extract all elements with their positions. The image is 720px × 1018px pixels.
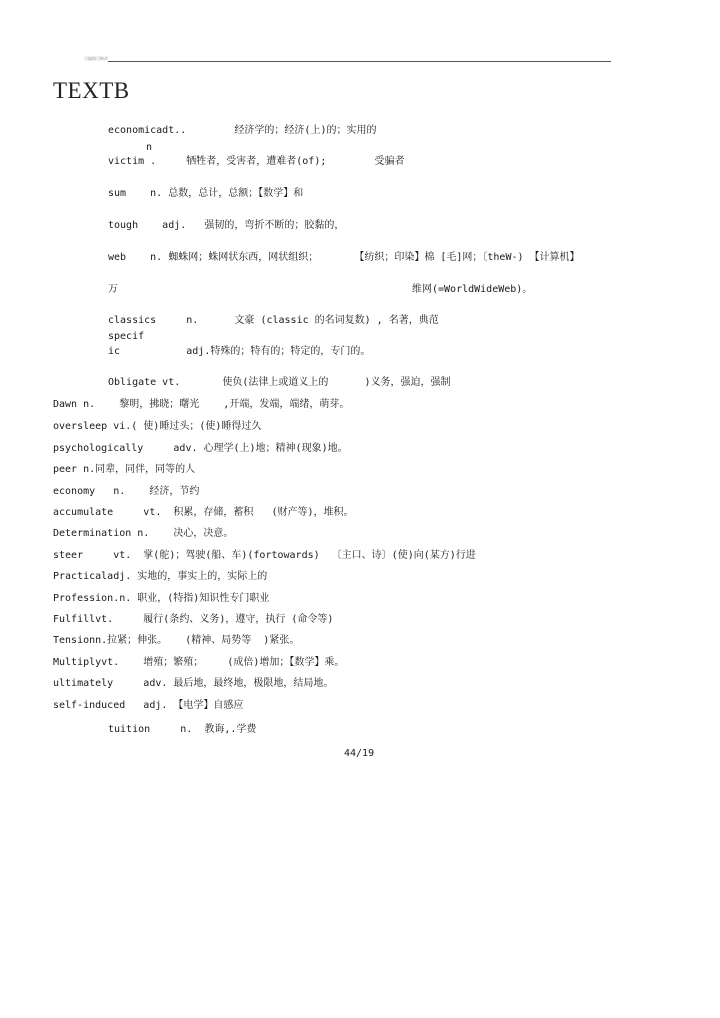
entry-profession: Profession.n. 职业，(特指)知识性专门职业	[53, 593, 270, 604]
entry-economic: economicadt.. 经济学的；经济(上)的；实用的	[108, 125, 377, 136]
entry-tuition: tuition n. 教诲,.学费	[108, 724, 257, 735]
entry-practical: Practicaladj. 实地的，事实上的，实际上的	[53, 571, 268, 582]
entry-peer: peer n.同辈，同伴，同等的人	[53, 464, 196, 475]
entry-dawn: Dawn n. 黎明，拂晓；曙光 ,开端，发端，端绪，萌芽。	[53, 399, 350, 410]
entry-classics: classics n. 文豪 (classic 的名词复数) , 名著，典范	[108, 315, 439, 326]
entry-economic-cont: n	[146, 142, 153, 153]
entry-economy: economy n. 经济，节约	[53, 486, 200, 497]
entry-ultimately: ultimately adv. 最后地，最终地，极限地，结局地。	[53, 678, 334, 689]
entry-tension: Tensionn.拉紧；伸张。 (精神、局势等 )紧张。	[53, 635, 300, 646]
entry-accumulate: accumulate vt. 积累，存储，蓄积 (财产等)，堆积。	[53, 507, 354, 518]
entry-determination: Determination n. 决心，决意。	[53, 528, 234, 539]
entry-steer: steer vt. 掌(舵)；驾驶(船、车)(fortowards) 〔主口、诗〕(使)向(某方)行进	[53, 550, 476, 561]
entry-self-induced: self-induced adj. 【电学】自感应	[53, 700, 244, 711]
entry-multiply: Multiplyvt. 增殖；繁殖； (成倍)增加；【数学】乘。	[53, 657, 345, 668]
entry-specific-a: specif	[108, 331, 145, 342]
entry-fulfill: Fulfillvt. 履行(条约、义务)，遵守，执行 (命令等)	[53, 614, 334, 625]
header-rule	[108, 61, 611, 62]
entry-web-cont-a: 万	[108, 284, 118, 295]
header-small-text: 可编辑可修改	[84, 56, 108, 61]
document-title: TEXTB	[53, 78, 130, 103]
entry-psychologically: psychologically adv. 心理学(上)地；精神(现象)地。	[53, 443, 348, 454]
page-number: 44/19	[344, 748, 375, 759]
entry-web-cont-b: 维网(=WorldWideWeb)。	[412, 284, 533, 295]
entry-tough: tough adj. 强韧的，弯折不断的；胶黏的，	[108, 220, 345, 231]
entry-web: web n. 蜘蛛网；蛛网状东西，网状组织； 【纺织；印染】棉 [毛]网；〔theW-) 【计算机】	[108, 252, 580, 263]
entry-specific-b: ic adj.特殊的；特有的；特定的，专门的。	[108, 346, 371, 357]
entry-victim: victim . 牺牲者，受害者，遭难者(of); 受骗者	[108, 156, 405, 167]
entry-sum: sum n. 总数，总计，总额；【数学】和	[108, 188, 304, 199]
entry-obligate: Obligate vt. 使负(法律上或道义上的 )义务，强迫，强制	[108, 377, 451, 388]
entry-oversleep: oversleep vi.( 使)睡过头；(使)睡得过久	[53, 421, 262, 432]
